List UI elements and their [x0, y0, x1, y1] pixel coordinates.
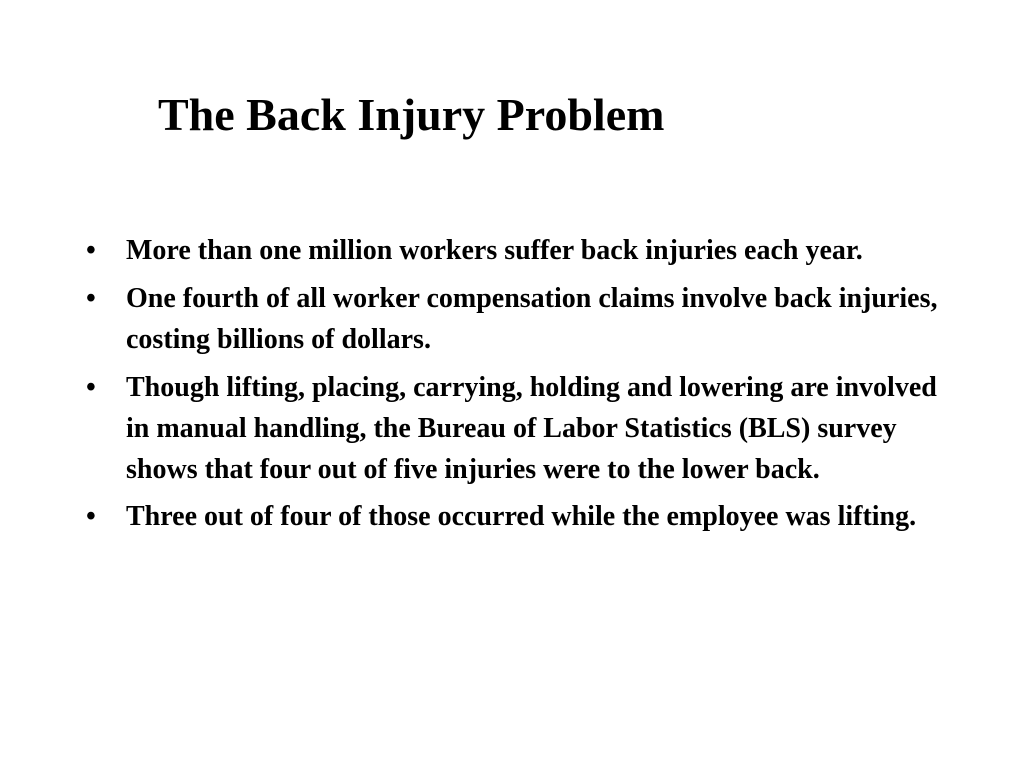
- bullet-item: [86, 278, 946, 360]
- bullet-item: [86, 230, 946, 271]
- bullet-marker: •: [86, 372, 96, 403]
- bullet-marker: •: [86, 283, 96, 314]
- bullet-list: [86, 230, 946, 550]
- bullet-text: More than one million workers suffer back injuries each year.: [126, 235, 863, 266]
- bullet-text: Three out of four of those occurred while the employee was lifting.: [126, 501, 917, 532]
- bullet-marker: •: [86, 501, 96, 532]
- bullet-item: [86, 491, 946, 543]
- bullet-item: [86, 367, 946, 490]
- bullet-text: Though lifting, placing, carrying, holding and lowering are involved in manual handling, the Bureau of Labor Statistics (BLS) survey shows that four out of five injuries were to the lower back.: [126, 372, 937, 485]
- slide-title: The Back Injury Problem: [158, 89, 665, 140]
- bullet-marker: •: [86, 235, 96, 266]
- bullet-text: One fourth of all worker compensation claims involve back injuries, costing billions of dollars.: [126, 283, 938, 355]
